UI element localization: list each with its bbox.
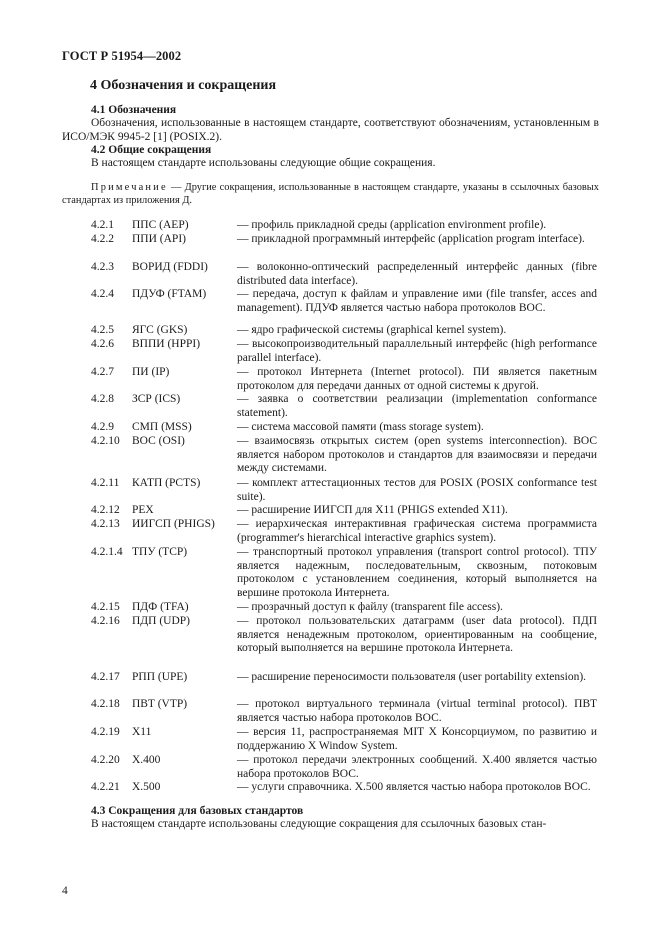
section-title: 4 Обозначения и сокращения	[90, 78, 277, 93]
item-term: ИИГСП (PHIGS)	[132, 518, 215, 530]
item-description: — иерархическая интерактивная графическая система программиста (programmer's hierarchical interactive graphics system).	[237, 518, 597, 544]
item-number: 4.2.12	[91, 504, 120, 516]
item-term: X.400	[132, 754, 161, 766]
item-description: — высокопроизводительный параллельный интерфейс (high performance parallel interface).	[237, 338, 597, 364]
item-term: ВППИ (HPPI)	[132, 338, 201, 350]
item-term: РПП (UPE)	[132, 671, 188, 683]
item-number: 4.2.9	[91, 421, 114, 433]
item-number: 4.2.21	[91, 781, 120, 793]
item-description: — комплект аттестационных тестов для POSIX (POSIX conformance test suite).	[237, 477, 597, 503]
item-term: ПДФ (TFA)	[132, 601, 189, 613]
item-term: ЗСР (ICS)	[132, 393, 181, 405]
document-header: ГОСТ Р 51954—2002	[62, 49, 182, 63]
subsection-title-4-2: 4.2 Общие сокращения	[91, 144, 212, 156]
item-number: 4.2.16	[91, 615, 120, 627]
paragraph-4-3: В настоящем стандарте использованы следующие сокращения для ссылочных базовых стан-	[91, 818, 547, 830]
item-description: — протокол передачи электронных сообщений. X.400 является частью набора протоколов ВОС.	[237, 754, 597, 780]
item-term: РЕХ	[132, 504, 154, 516]
item-description: — протокол пользовательских датаграмм (user data protocol). ПДП является ненадежным протоколом, ориентированным на сообщение, который выполняется на вершине протокола Интернета.	[237, 615, 597, 655]
item-term: ППС (AEP)	[132, 219, 189, 231]
item-term: СМП (MSS)	[132, 421, 192, 433]
item-number: 4.2.20	[91, 754, 120, 766]
item-number: 4.2.15	[91, 601, 120, 613]
item-number: 4.2.2	[91, 233, 114, 245]
item-number: 4.2.1.4	[91, 546, 123, 558]
item-term: ППИ (API)	[132, 233, 186, 245]
subsection-title-4-3: 4.3 Сокращения для базовых стандартов	[91, 805, 304, 817]
item-term: X11	[132, 726, 152, 738]
item-term: X.500	[132, 781, 161, 793]
item-number: 4.2.5	[91, 324, 114, 336]
item-number: 4.2.3	[91, 261, 114, 273]
item-description: — расширение ИИГСП для X11 (PHIGS extended X11).	[237, 504, 508, 516]
item-term: ПВТ (VTP)	[132, 698, 188, 710]
item-description: — профиль прикладной среды (application environment profile).	[237, 219, 547, 231]
item-term: ПДП (UDP)	[132, 615, 190, 627]
item-description: — заявка о соответствии реализации (implementation conformance statement).	[237, 393, 597, 419]
item-description: — ядро графической системы (graphical kernel system).	[237, 324, 507, 336]
item-description: — система массовой памяти (mass storage system).	[237, 421, 484, 433]
item-number: 4.2.6	[91, 338, 114, 350]
item-number: 4.2.10	[91, 435, 120, 447]
paragraph-4-1: Обозначения, использованные в настоящем стандарте, соответствуют обозначениям, установленным в ИСО/МЭК 9945-2 [1] (POSIX.2).	[62, 117, 599, 143]
note-label: Примечание	[91, 182, 168, 193]
item-number: 4.2.4	[91, 288, 114, 300]
note-text: — Другие сокращения, использованные в настоящем стандарте, указаны в ссылочных базовых стандартах из приложения Д.	[62, 182, 599, 206]
item-term: ЯГС (GKS)	[132, 324, 188, 336]
item-description: — передача, доступ к файлам и управление ими (file transfer, acces and management). ПДУФ является частью набора протоколов ВОС.	[237, 288, 597, 314]
paragraph-4-2: В настоящем стандарте использованы следующие общие сокращения.	[91, 157, 436, 169]
page-number: 4	[62, 885, 68, 897]
item-number: 4.2.18	[91, 698, 120, 710]
item-term: ТПУ (TCP)	[132, 546, 188, 558]
item-description: — версия 11, распространяемая MIT X Консорциумом, по развитию и поддержанию X Window System.	[237, 726, 597, 752]
item-description: — взаимосвязь открытых систем (open systems interconnection). ВОС является набором протоколов и стандартов для взаимосвязи и передачи между системами.	[237, 435, 597, 475]
item-description: — волоконно-оптический распределенный интерфейс данных (fibre distributed data interface).	[237, 261, 597, 287]
item-term: КАТП (PCTS)	[132, 477, 201, 489]
item-number: 4.2.8	[91, 393, 114, 405]
item-number: 4.2.11	[91, 477, 120, 489]
item-description: — расширение переносимости пользователя (user portability extension).	[237, 671, 587, 683]
subsection-title-4-1: 4.1 Обозначения	[91, 104, 177, 116]
item-description: — транспортный протокол управления (transport control protocol). ТПУ является надежным, последовательным, сквозным, потоковым протоколом с установлением соединения, который выполняется на вершине протокола Интернета.	[237, 546, 597, 599]
item-description: — услуги справочника. X.500 является частью набора протоколов ВОС.	[237, 781, 591, 793]
item-description: — прозрачный доступ к файлу (transparent file access).	[237, 601, 503, 613]
item-term: ВОРИД (FDDI)	[132, 261, 208, 273]
item-term: ПИ (IP)	[132, 366, 170, 378]
item-number: 4.2.13	[91, 518, 120, 530]
item-description: — прикладной программный интерфейс (application program interface).	[237, 233, 585, 245]
item-number: 4.2.19	[91, 726, 120, 738]
item-term: ВОС (OSI)	[132, 435, 185, 447]
item-number: 4.2.1	[91, 219, 114, 231]
item-number: 4.2.7	[91, 366, 114, 378]
item-description: — протокол Интернета (Internet protocol). ПИ является пакетным протоколом для передачи данных от одной системы к другой.	[237, 366, 597, 392]
item-term: ПДУФ (FTAM)	[132, 288, 207, 300]
item-description: — протокол виртуального терминала (virtual terminal protocol). ПВТ является частью набора протоколов ВОС.	[237, 698, 597, 724]
note	[62, 181, 599, 207]
item-number: 4.2.17	[91, 671, 120, 683]
